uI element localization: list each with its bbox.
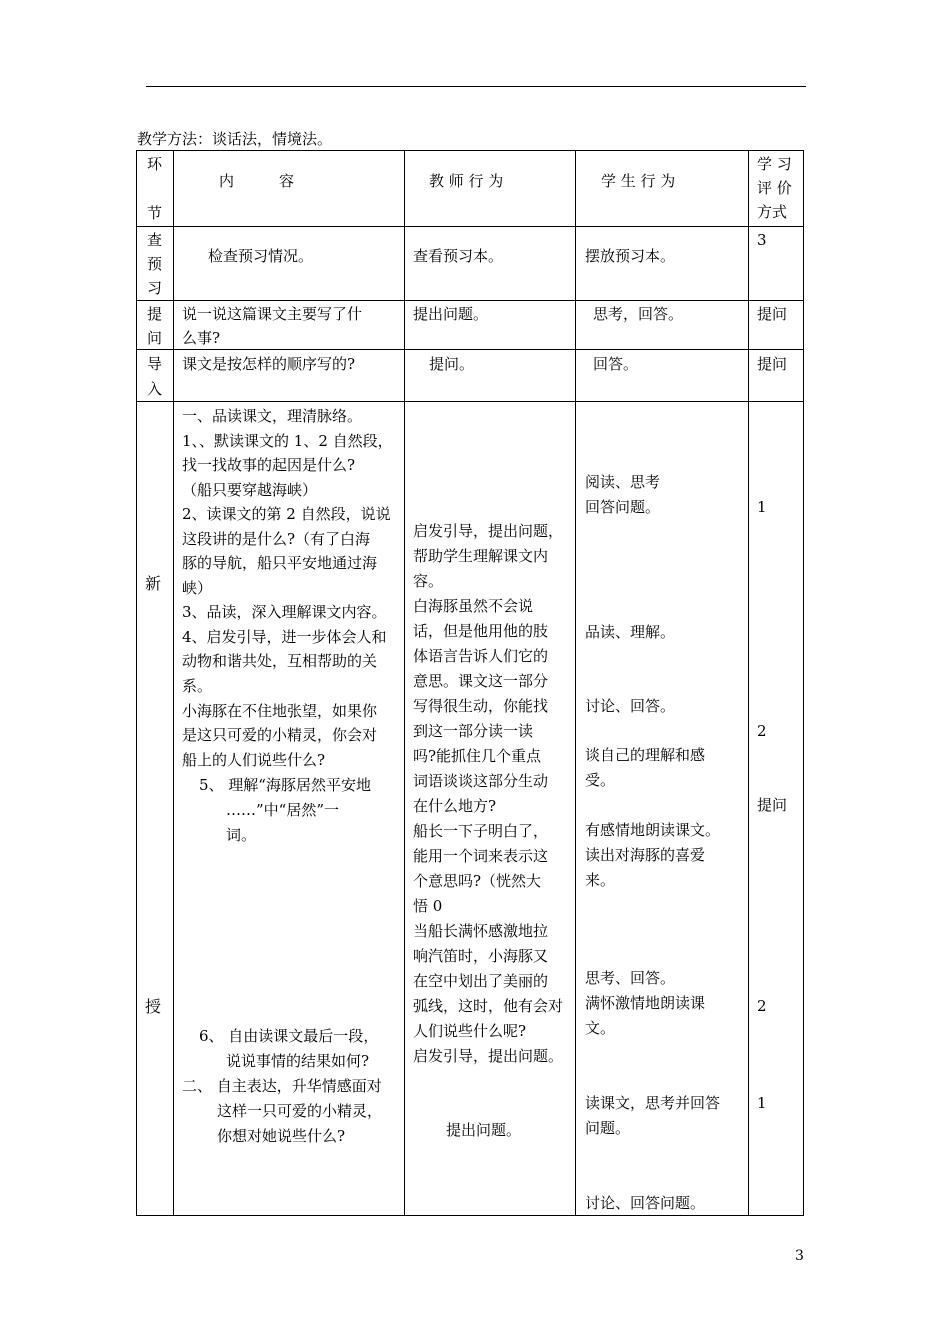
- content-line: 6、 自由读课文最后一段，: [199, 1027, 379, 1045]
- student-line: 满怀激情地朗读课: [585, 994, 706, 1012]
- student-line: 问题。: [585, 1119, 631, 1137]
- teacher-line: 人们说些什么呢?: [413, 1022, 527, 1040]
- row-divider: [137, 226, 803, 227]
- student-line: 讨论、回答问题。: [585, 1194, 706, 1212]
- row-divider: [137, 300, 803, 301]
- student-line: 读课文，思考并回答: [585, 1094, 721, 1112]
- question-eval: 提问: [757, 305, 788, 323]
- teacher-line: 词语谈谈这部分生动: [413, 772, 549, 790]
- content-line: 词。: [226, 826, 257, 844]
- check-eval: 3: [757, 231, 767, 249]
- teacher-line: 到这一部分读一读: [413, 722, 534, 740]
- teaching-method: 教学方法：谈话法，情境法。: [137, 130, 333, 148]
- lesson-plan-table: [136, 150, 804, 1216]
- content-line: 4、启发引导，进一步体会人和: [182, 628, 387, 646]
- teacher-line: 在什么地方?: [413, 797, 497, 815]
- content-line: ……”中“居然”一: [226, 801, 340, 819]
- content-line: 3、品读，深入理解课文内容。: [182, 603, 387, 621]
- content-line: 说说事情的结果如何?: [226, 1052, 370, 1070]
- content-line: （船只要穿越海峡）: [182, 481, 318, 499]
- content-line: 5、 理解“海豚居然平安地: [199, 776, 371, 794]
- content-line: 二、 自主表达，升华情感面对: [182, 1077, 382, 1095]
- content-line: 一、品读课文，理清脉络。: [182, 407, 363, 425]
- teacher-line: 在空中划出了美丽的: [413, 972, 549, 990]
- stage-check-1: 查: [147, 231, 163, 249]
- stage-question-1: 提: [147, 305, 163, 323]
- teacher-line: 吗?能抓住几个重点: [413, 747, 542, 765]
- teacher-line: 写得很生动，你能找: [413, 697, 549, 715]
- teacher-line: 弧线，这时，他有会对: [413, 997, 564, 1015]
- teacher-line: 悟 0: [413, 897, 443, 915]
- teacher-line: 当船长满怀感激地拉: [413, 922, 549, 940]
- content-line: 峡）: [182, 579, 213, 597]
- header-teacher: 教 师 行 为: [429, 172, 504, 190]
- question-student: 思考，回答。: [593, 305, 684, 323]
- content-line: 你想对她说些什么?: [217, 1127, 346, 1145]
- student-line: 思考、回答。: [585, 969, 676, 987]
- column-divider: [173, 151, 174, 1215]
- student-line: 来。: [585, 871, 616, 889]
- content-line: 1、、默读课文的 1、2 自然段，: [182, 432, 393, 450]
- eval-line: 提问: [757, 796, 788, 814]
- student-line: 文。: [585, 1019, 616, 1037]
- teacher-line: 白海豚虽然不会说: [413, 597, 534, 615]
- teacher-line: 容。: [413, 572, 444, 590]
- stage-check-2: 预: [147, 255, 163, 273]
- content-line: 找一找故事的起因是什么?: [182, 456, 356, 474]
- student-line: 品读、理解。: [585, 623, 676, 641]
- student-line: 读出对海豚的喜爱: [585, 846, 706, 864]
- header-eval-1: 学 习: [757, 155, 792, 173]
- student-line: 阅读、思考: [585, 473, 661, 491]
- header-student: 学 生 行 为: [601, 172, 676, 190]
- content-line: 豚的导航，船只平安地通过海: [182, 554, 378, 572]
- stage-new-bottom: 授: [145, 997, 162, 1016]
- check-teacher: 查看预习本。: [413, 247, 504, 265]
- check-student: 摆放预习本。: [585, 247, 676, 265]
- teacher-line: 意思。课文这一部分: [413, 672, 549, 690]
- eval-line: 2: [757, 722, 767, 740]
- teacher-line: 体语言告诉人们它的: [413, 647, 549, 665]
- teacher-line: 话，但是他用他的肢: [413, 622, 549, 640]
- question-content-1: 说一说这篇课文主要写了什: [182, 305, 363, 323]
- student-line: 有感情地朗读课文。: [585, 821, 721, 839]
- content-line: 是这只可爱的小精灵，你会对: [182, 726, 378, 744]
- stage-new-top: 新: [145, 574, 162, 593]
- intro-eval: 提问: [757, 355, 788, 373]
- stage-question-2: 问: [147, 329, 163, 347]
- content-line: 系。: [182, 677, 213, 695]
- content-line: 小海豚在不住地张望，如果你: [182, 702, 378, 720]
- teacher-line: 帮助学生理解课文内: [413, 547, 549, 565]
- intro-teacher: 提问。: [429, 355, 475, 373]
- teacher-line: 提出问题。: [446, 1121, 522, 1139]
- teacher-line: 个意思吗?（恍然大: [413, 872, 542, 890]
- header-stage-1: 环: [147, 155, 163, 173]
- teacher-line: 启发引导，提出问题。: [413, 1047, 564, 1065]
- row-divider: [137, 401, 803, 402]
- check-content: 检查预习情况。: [208, 247, 314, 265]
- eval-line: 1: [757, 1094, 767, 1112]
- teacher-line: 能用一个词来表示这: [413, 847, 549, 865]
- eval-line: 1: [757, 498, 767, 516]
- question-teacher: 提出问题。: [413, 305, 489, 323]
- header-eval-2: 评 价: [757, 179, 792, 197]
- header-eval-3: 方式: [757, 203, 788, 221]
- teacher-line: 启发引导，提出问题，: [413, 522, 564, 540]
- column-divider: [575, 151, 576, 1215]
- stage-intro-2: 入: [147, 380, 163, 398]
- content-line: 这段讲的是什么?（有了白海: [182, 530, 371, 548]
- row-divider: [137, 349, 803, 350]
- stage-intro-1: 导: [147, 355, 163, 373]
- header-stage-2: 节: [147, 204, 163, 222]
- intro-content: 课文是按怎样的顺序写的?: [182, 355, 356, 373]
- student-line: 受。: [585, 771, 616, 789]
- header-content: 内 容: [219, 172, 295, 190]
- content-line: 船上的人们说些什么?: [182, 751, 326, 769]
- intro-student: 回答。: [593, 355, 639, 373]
- column-divider: [404, 151, 405, 1215]
- question-content-2: 么事?: [182, 329, 221, 347]
- student-line: 讨论、回答。: [585, 697, 676, 715]
- column-divider: [748, 151, 749, 1215]
- header-rule: [146, 86, 806, 87]
- teacher-line: 响汽笛时，小海豚又: [413, 947, 549, 965]
- content-line: 动物和谐共处，互相帮助的关: [182, 652, 378, 670]
- student-line: 回答问题。: [585, 498, 661, 516]
- teacher-line: 船长一下子明白了，: [413, 822, 549, 840]
- content-line: 这样一只可爱的小精灵，: [217, 1102, 383, 1120]
- student-line: 谈自己的理解和感: [585, 746, 706, 764]
- page-number: 3: [795, 1248, 804, 1264]
- content-line: 2、读课文的第 2 自然段，说说: [182, 505, 391, 523]
- eval-line: 2: [757, 997, 767, 1015]
- stage-check-3: 习: [147, 279, 163, 297]
